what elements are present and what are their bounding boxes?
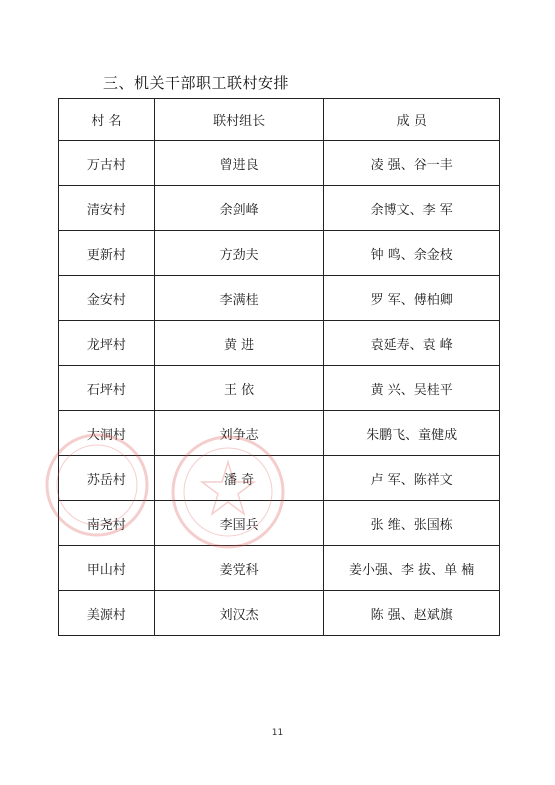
page-number: 11 xyxy=(271,728,284,738)
members-cell: 凌 强、谷一丰 xyxy=(324,141,500,186)
village-name-cell: 大洞村 xyxy=(59,411,155,456)
members-cell: 余博文、李 军 xyxy=(324,186,500,231)
village-assignment-table xyxy=(58,98,500,636)
header-village-name: 村 名 xyxy=(59,99,155,141)
table-row xyxy=(59,591,500,636)
table-row xyxy=(59,501,500,546)
members-cell: 姜小强、李 拔、单 楠 xyxy=(324,546,500,591)
table-row xyxy=(59,186,500,231)
group-leader-cell: 王 依 xyxy=(154,366,324,411)
group-leader-cell: 方劲夫 xyxy=(154,231,324,276)
group-leader-cell: 刘汉杰 xyxy=(154,591,324,636)
village-name-cell: 南尧村 xyxy=(59,501,155,546)
village-name-cell: 苏岳村 xyxy=(59,456,155,501)
village-name-cell: 甲山村 xyxy=(59,546,155,591)
members-cell: 黄 兴、吴桂平 xyxy=(324,366,500,411)
table-row xyxy=(59,321,500,366)
village-name-cell: 清安村 xyxy=(59,186,155,231)
members-cell: 朱鹏飞、童健成 xyxy=(324,411,500,456)
table-row xyxy=(59,411,500,456)
members-cell: 钟 鸣、余金枝 xyxy=(324,231,500,276)
group-leader-cell: 李满桂 xyxy=(154,276,324,321)
group-leader-cell: 刘争志 xyxy=(154,411,324,456)
group-leader-cell: 潘 奇 xyxy=(154,456,324,501)
village-name-cell: 美源村 xyxy=(59,591,155,636)
members-cell: 张 维、张国栋 xyxy=(324,501,500,546)
group-leader-cell: 余剑峰 xyxy=(154,186,324,231)
members-cell: 罗 军、傅柏卿 xyxy=(324,276,500,321)
village-name-cell: 更新村 xyxy=(59,231,155,276)
village-name-cell: 金安村 xyxy=(59,276,155,321)
table-header-row xyxy=(59,99,500,141)
table-row xyxy=(59,366,500,411)
group-leader-cell: 姜党科 xyxy=(154,546,324,591)
header-group-leader: 联村组长 xyxy=(154,99,324,141)
table-row xyxy=(59,231,500,276)
group-leader-cell: 李国兵 xyxy=(154,501,324,546)
table-row xyxy=(59,456,500,501)
village-name-cell: 石坪村 xyxy=(59,366,155,411)
members-cell: 卢 军、陈祥文 xyxy=(324,456,500,501)
table-row xyxy=(59,546,500,591)
village-name-cell: 龙坪村 xyxy=(59,321,155,366)
group-leader-cell: 黄 进 xyxy=(154,321,324,366)
table-row xyxy=(59,276,500,321)
village-name-cell: 万古村 xyxy=(59,141,155,186)
members-cell: 陈 强、赵斌旗 xyxy=(324,591,500,636)
header-members: 成 员 xyxy=(324,99,500,141)
group-leader-cell: 曾进良 xyxy=(154,141,324,186)
section-heading: 三、机关干部职工联村安排 xyxy=(103,74,290,92)
table-row xyxy=(59,141,500,186)
members-cell: 袁延寿、袁 峰 xyxy=(324,321,500,366)
